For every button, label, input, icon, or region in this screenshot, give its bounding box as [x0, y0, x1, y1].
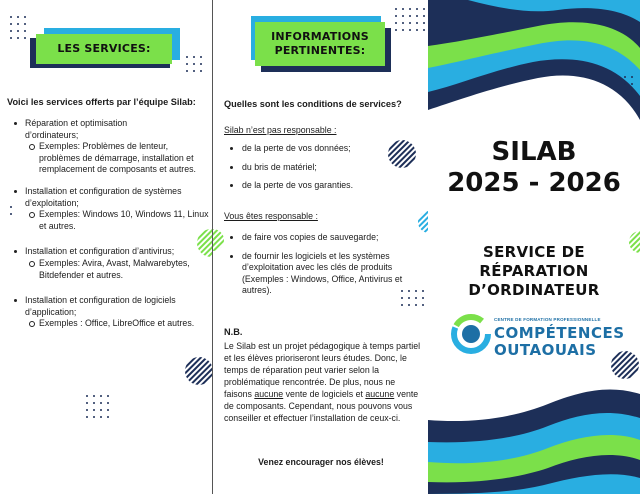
logo-name-line2: OUTAOUAIS [494, 341, 597, 359]
service-line: d’ordinateurs; [25, 129, 79, 140]
closing-message: Venez encourager nos élèves! [258, 457, 384, 467]
info-panel [212, 0, 428, 494]
dot-pattern [395, 8, 425, 31]
service-example: Exemples: Problèmes de lenteur, problèmes de démarrage, installation et remplacement de composants et autres. [39, 141, 210, 176]
list-item [14, 118, 210, 176]
logo-subtitle: CENTRE DE FORMATION PROFESSIONNELLE [494, 317, 601, 322]
wave-decoration-bottom [428, 384, 640, 494]
brochure-years: 2025 - 2026 [447, 168, 621, 198]
dot-pattern [401, 290, 424, 306]
list-item [14, 246, 210, 281]
wave-decoration-top [428, 0, 640, 120]
nb-title: N.B. [224, 327, 243, 337]
dot-pattern [10, 206, 12, 215]
list-item: de la perte de vos données; [230, 143, 426, 155]
info-header-line2: PERTINENTES: [274, 44, 366, 57]
logo-name-line1: COMPÉTENCES [494, 324, 625, 342]
nb-paragraph: Le Silab est un projet pédagogique à temps partiel et les élèves prioriseront leurs études. Donc, le temps de réparation peut varier selon la problématique rencontrée. De plus, nous ne faisons aucune vente de logiciels et aucune vente de composants. Cependant, nous pouvons vous conseiller et effectuer l’installation de ceux-ci. [224, 341, 421, 423]
service-line: Installation et configuration de systèmes [25, 185, 182, 196]
service-title: SERVICE DE RÉPARATION D’ORDINATEUR [468, 243, 600, 299]
list-item: de fournir les logiciels et les systèmes d’exploitation avec les clés de produits (Exemples : Windows, Office, Antivirus et autres). [230, 251, 426, 297]
not-responsible-label: Silab n’est pas responsable : [224, 125, 337, 135]
striped-circle-decoration [184, 356, 212, 386]
services-list [14, 118, 210, 338]
services-intro: Voici les services offerts par l’équipe Silab: [7, 97, 196, 107]
service-line: d’exploitation; [25, 197, 79, 208]
list-item: du bris de matériel; [230, 162, 426, 174]
info-header-line1: INFORMATIONS [271, 30, 369, 43]
striped-circle-decoration [387, 139, 417, 169]
service-line: Réparation et optimisation [25, 118, 128, 128]
services-header: LES SERVICES: [57, 42, 151, 55]
striped-circle-decoration [417, 210, 428, 234]
striped-circle-decoration [196, 228, 212, 258]
list-item: de faire vos copies de sauvegarde; [230, 232, 426, 244]
brochure-title: SILAB [491, 137, 577, 167]
conditions-question: Quelles sont les conditions de services? [224, 99, 402, 109]
service-example: Exemples : Office, LibreOffice et autres. [39, 318, 210, 330]
services-panel [0, 0, 212, 494]
dot-pattern [624, 76, 633, 92]
service-example: Exemples: Windows 10, Windows 11, Linux et autres. [39, 209, 209, 231]
service-line: d’application; [25, 306, 77, 317]
info-header-badge [251, 16, 391, 72]
list-item [14, 295, 210, 330]
dot-pattern [10, 16, 26, 39]
striped-circle-decoration [212, 228, 225, 252]
list-item [14, 186, 210, 232]
responsible-list [230, 232, 426, 304]
responsible-label: Vous êtes responsable : [224, 211, 318, 221]
logo-icon [452, 315, 490, 353]
service-line: Installation et configuration de logiciels [25, 295, 176, 306]
dot-pattern [86, 395, 109, 418]
competences-outaouais-logo [452, 312, 625, 359]
dot-pattern [186, 56, 202, 72]
list-item: de la perte de vos garanties. [230, 180, 426, 192]
service-line: Installation et configuration d’antivirus; [25, 246, 175, 257]
service-example: Exemples: Avira, Avast, Malwarebytes, Bitdefender et autres. [39, 258, 210, 281]
services-header-badge [30, 28, 180, 68]
